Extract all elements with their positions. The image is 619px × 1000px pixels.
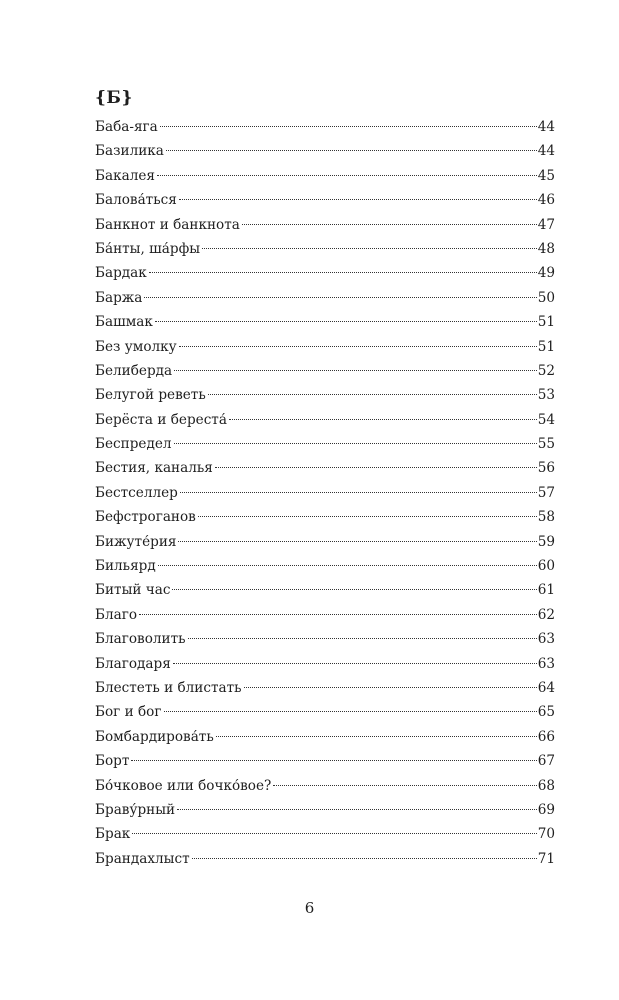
toc-entry [95, 335, 555, 359]
dot-leader [144, 297, 536, 298]
toc-entry-page: 65 [537, 704, 555, 721]
toc-entry-title: Бильярд [95, 558, 156, 575]
dot-leader [160, 126, 537, 127]
toc-entry-page: 54 [537, 411, 555, 428]
toc-entry-page: 49 [537, 265, 555, 282]
dot-leader [179, 199, 537, 200]
toc-entry-title: Благо [95, 606, 138, 623]
toc-entry-title: Берёста и береста́ [95, 411, 227, 428]
section-heading: {Б} [95, 88, 133, 108]
dot-leader [158, 565, 537, 566]
toc-entry [95, 505, 555, 529]
dot-leader [188, 638, 537, 639]
toc-entry-page: 59 [537, 533, 555, 550]
dot-leader [242, 224, 537, 225]
dot-leader [178, 541, 536, 542]
toc-entry-title: Бефстроганов [95, 509, 196, 526]
toc-entry-title: Браву́рный [95, 801, 176, 818]
toc-entry-page: 58 [537, 509, 555, 526]
toc-entry-title: Благодаря [95, 655, 171, 672]
toc-entry-page: 57 [537, 484, 555, 501]
dot-leader [172, 589, 536, 590]
toc-entry-title: Борт [95, 753, 130, 770]
toc-entry [95, 164, 555, 188]
toc-entry-title: Битый час [95, 582, 171, 599]
toc-entry-page: 62 [537, 606, 555, 623]
dot-leader [244, 687, 537, 688]
toc-entry-title: Бестия, каналья [95, 460, 213, 477]
dot-leader [208, 394, 537, 395]
toc-entry [95, 408, 555, 432]
dot-leader [177, 809, 537, 810]
toc-entry [95, 139, 555, 163]
dot-leader [229, 419, 537, 420]
toc-entry [95, 432, 555, 456]
dot-leader [157, 175, 537, 176]
toc-entry-page: 69 [537, 801, 555, 818]
toc-entry [95, 481, 555, 505]
toc-entry-page: 46 [537, 192, 555, 209]
toc-entry [95, 188, 555, 212]
toc-entry-page: 44 [537, 119, 555, 135]
toc-entry-title: Без умолку [95, 338, 177, 355]
toc-entry [95, 213, 555, 237]
dot-leader [155, 321, 537, 322]
toc-entry [95, 456, 555, 480]
toc-entry-page: 66 [537, 728, 555, 745]
toc-entry-title: Бижуте́рия [95, 533, 177, 550]
toc-entry [95, 847, 555, 871]
toc-entry-title: Брак [95, 826, 131, 843]
toc-entry [95, 749, 555, 773]
toc-entry [95, 115, 555, 139]
toc-entry-page: 60 [537, 558, 555, 575]
toc-entry [95, 676, 555, 700]
toc-entry-title: Базилика [95, 143, 164, 160]
dot-leader [174, 370, 537, 371]
toc-entry-page: 70 [537, 826, 555, 843]
toc-entry-title: Бардак [95, 265, 147, 282]
toc-entry-title: Благоволить [95, 631, 186, 648]
dot-leader [273, 785, 536, 786]
toc-entry [95, 359, 555, 383]
toc-entry-page: 71 [537, 850, 555, 867]
dot-leader [202, 248, 537, 249]
toc-entry-title: Балова́ться [95, 192, 177, 209]
toc-entry-page: 67 [537, 753, 555, 770]
toc-entry-page: 45 [537, 167, 555, 184]
toc-entry-title: Беспредел [95, 436, 172, 453]
toc-entry [95, 700, 555, 724]
toc-entry-page: 56 [537, 460, 555, 477]
toc-entry-page: 61 [537, 582, 555, 599]
table-of-contents [95, 115, 555, 871]
toc-entry [95, 578, 555, 602]
toc-entry-title: Бомбардирова́ть [95, 728, 214, 745]
toc-entry [95, 237, 555, 261]
toc-entry [95, 310, 555, 334]
toc-entry-title: Баба-яга [95, 119, 158, 135]
dot-leader [179, 346, 537, 347]
dot-leader [139, 614, 537, 615]
toc-entry-title: Башмак [95, 314, 153, 331]
toc-entry [95, 774, 555, 798]
dot-leader [173, 663, 537, 664]
dot-leader [132, 833, 536, 834]
toc-entry-page: 68 [537, 777, 555, 794]
toc-entry-title: Бо́чковое или бочко́вое? [95, 777, 272, 794]
dot-leader [180, 492, 537, 493]
toc-entry-page: 63 [537, 655, 555, 672]
toc-entry [95, 286, 555, 310]
toc-entry-page: 64 [537, 679, 555, 696]
toc-entry-page: 53 [537, 387, 555, 404]
page-number: 6 [304, 899, 315, 917]
toc-entry-title: Бестселлер [95, 484, 178, 501]
toc-entry-page: 51 [537, 314, 555, 331]
dot-leader [198, 516, 537, 517]
toc-entry [95, 554, 555, 578]
toc-entry [95, 383, 555, 407]
toc-entry-page: 63 [537, 631, 555, 648]
toc-entry [95, 652, 555, 676]
dot-leader [216, 736, 537, 737]
dot-leader [174, 443, 537, 444]
toc-entry-page: 47 [537, 216, 555, 233]
toc-entry-page: 50 [537, 289, 555, 306]
toc-entry-title: Банкнот и банкнота [95, 216, 240, 233]
dot-leader [131, 760, 536, 761]
toc-entry-page: 55 [537, 436, 555, 453]
toc-entry-title: Баржа [95, 289, 143, 306]
toc-entry-title: Ба́нты, ша́рфы [95, 240, 201, 257]
dot-leader [192, 858, 537, 859]
toc-entry [95, 725, 555, 749]
toc-entry-title: Бакалея [95, 167, 155, 184]
toc-entry-title: Белугой реветь [95, 387, 206, 404]
toc-entry [95, 822, 555, 846]
toc-entry-title: Блестеть и блистать [95, 679, 242, 696]
dot-leader [164, 711, 537, 712]
toc-entry-title: Брандахлыст [95, 850, 190, 867]
toc-entry-title: Белиберда [95, 362, 173, 379]
toc-entry-page: 48 [537, 240, 555, 257]
toc-entry [95, 798, 555, 822]
dot-leader [215, 467, 537, 468]
toc-entry-page: 44 [537, 143, 555, 160]
toc-entry [95, 530, 555, 554]
toc-entry [95, 627, 555, 651]
toc-entry [95, 261, 555, 285]
dot-leader [166, 150, 537, 151]
toc-entry-page: 51 [537, 338, 555, 355]
toc-entry-page: 52 [537, 362, 555, 379]
toc-entry [95, 603, 555, 627]
dot-leader [149, 272, 537, 273]
toc-entry-title: Бог и бог [95, 704, 162, 721]
